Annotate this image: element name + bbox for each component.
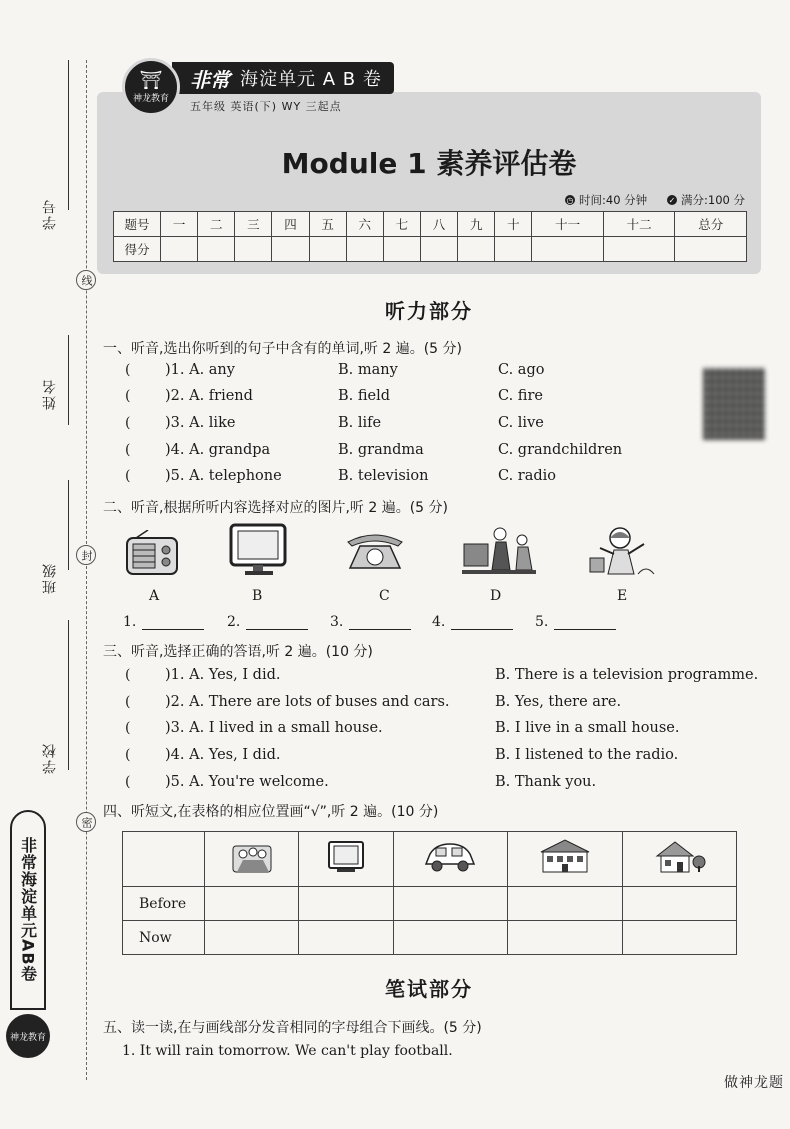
brand-banner	[172, 62, 394, 94]
score-input-cell[interactable]	[161, 237, 198, 262]
name-label: 姓名	[42, 378, 58, 410]
pic-label-b: B	[252, 588, 263, 604]
blank-underline	[554, 616, 616, 630]
option-b: B. life	[338, 415, 382, 431]
score-input-cell[interactable]	[198, 237, 235, 262]
family-photo-icon	[229, 838, 275, 876]
option-b: B. field	[338, 388, 391, 404]
q5-item-1: 1. It will rain tomorrow. We can't play football.	[122, 1043, 453, 1059]
logo	[122, 58, 180, 116]
option-b: B. television	[338, 468, 429, 484]
answer-blank[interactable]: (	[125, 362, 131, 378]
option-a: )1. A. any	[165, 362, 235, 378]
writing-title: 笔试部分	[385, 977, 473, 1001]
score-input-cell[interactable]	[235, 237, 272, 262]
score-head-cell: 三	[235, 212, 272, 237]
option-a: )2. A. friend	[165, 388, 253, 404]
q5-prompt: 五、读一读,在与画线部分发音相同的字母组合下画线。(5 分)	[103, 1020, 482, 1036]
score-head-cell: 六	[346, 212, 383, 237]
option-c: C. live	[498, 415, 544, 431]
family-scene-icon	[460, 520, 538, 578]
blank-underline	[349, 616, 411, 630]
check-cell[interactable]	[622, 887, 736, 921]
score-head-cell: 题号	[114, 212, 161, 237]
check-cell[interactable]	[508, 887, 622, 921]
option-b: B. I live in a small house.	[495, 720, 680, 736]
option-b: B. Thank you.	[495, 774, 597, 790]
answer-blank-3[interactable]	[330, 614, 411, 630]
check-cell[interactable]	[393, 887, 507, 921]
score-input-cell[interactable]	[458, 237, 495, 262]
check-cell[interactable]	[508, 921, 622, 955]
blank-underline	[451, 616, 513, 630]
q4-pic-cell	[622, 832, 736, 887]
answer-blank[interactable]: (	[125, 667, 131, 683]
children-playing-icon	[586, 524, 658, 580]
answer-blank-5[interactable]	[535, 614, 616, 630]
school-label: 学校	[42, 742, 58, 774]
score-head-cell: 一	[161, 212, 198, 237]
check-cell[interactable]	[622, 921, 736, 955]
blank-number: 1.	[123, 614, 137, 630]
pic-label-c: C	[379, 588, 390, 604]
score-input-cell[interactable]	[675, 237, 747, 262]
check-cell[interactable]	[299, 921, 393, 955]
student-id-label: 学号	[42, 198, 58, 230]
class-line[interactable]	[68, 480, 69, 570]
score-head-cell: 十	[495, 212, 532, 237]
score-head-cell: 十一	[532, 212, 604, 237]
q4-table	[122, 831, 737, 955]
logo-text: 神龙教育	[132, 93, 169, 104]
radio-icon	[124, 530, 180, 578]
answer-blank[interactable]: (	[125, 442, 131, 458]
brand-sub: 五年级 英语(下) WY 三起点	[190, 100, 342, 113]
clock-icon: ◷	[566, 195, 574, 205]
q4-row-now	[123, 921, 737, 955]
answer-blank[interactable]: (	[125, 774, 131, 790]
blank-number: 2.	[227, 614, 241, 630]
blank-number: 3.	[330, 614, 344, 630]
score-head-cell: 四	[272, 212, 309, 237]
option-b: B. I listened to the radio.	[495, 747, 679, 763]
q4-row-label: Now	[123, 921, 205, 955]
score-head-cell: 八	[420, 212, 457, 237]
student-id-line[interactable]	[68, 60, 69, 210]
side-brand-badge: 神龙教育	[6, 1014, 50, 1058]
answer-blank-1[interactable]	[123, 614, 204, 630]
score-input-cell[interactable]	[309, 237, 346, 262]
check-cell[interactable]	[393, 921, 507, 955]
option-a: )5. A. telephone	[165, 468, 282, 484]
option-c: C. fire	[498, 388, 543, 404]
answer-blank[interactable]: (	[125, 415, 131, 431]
q3-prompt: 三、听音,选择正确的答语,听 2 遍。(10 分)	[103, 644, 373, 660]
q1-prompt: 一、听音,选出你听到的句子中含有的单词,听 2 遍。(5 分)	[103, 341, 462, 357]
score-value-row	[114, 237, 747, 262]
school-line[interactable]	[68, 620, 69, 770]
side-brand-tab: 非常海淀单元AB卷	[10, 810, 46, 1010]
q4-pic-cell	[508, 832, 622, 887]
q4-prompt: 四、听短文,在表格的相应位置画“√”,听 2 遍。(10 分)	[103, 804, 439, 820]
option-a: )3. A. I lived in a small house.	[165, 720, 383, 736]
pic-label-e: E	[617, 588, 628, 604]
brand	[122, 58, 394, 116]
score-info	[667, 192, 745, 208]
seal-feng: 封	[76, 545, 96, 565]
television-icon	[227, 522, 291, 578]
brand-script: 非常	[190, 67, 230, 92]
time-text: 时间:40 分钟	[579, 193, 648, 207]
score-header-row	[114, 212, 747, 237]
answer-blank[interactable]: (	[125, 694, 131, 710]
gate-icon: ⛩	[139, 69, 163, 91]
score-head-cell: 总分	[675, 212, 747, 237]
q4-row-label: Before	[123, 887, 205, 921]
q4-row-before	[123, 887, 737, 921]
brand-block	[172, 62, 394, 114]
footer-mark: 做神龙题	[724, 1075, 784, 1091]
q4-corner-cell	[123, 832, 205, 887]
option-b: B. grandma	[338, 442, 424, 458]
option-b: B. There is a television programme.	[495, 667, 759, 683]
check-cell[interactable]	[299, 887, 393, 921]
seal-mi: 密	[76, 812, 96, 832]
seal-xian: 线	[76, 270, 96, 290]
q2-prompt: 二、听音,根据所听内容选择对应的图片,听 2 遍。(5 分)	[103, 500, 448, 516]
score-head-cell: 九	[458, 212, 495, 237]
cut-line	[86, 60, 87, 1080]
option-a: )2. A. There are lots of buses and cars.	[165, 694, 450, 710]
answer-blank[interactable]: (	[125, 468, 131, 484]
score-input-cell[interactable]	[420, 237, 457, 262]
full-score-text: 满分:100 分	[681, 193, 745, 207]
telephone-icon	[342, 528, 408, 576]
blank-number: 5.	[535, 614, 549, 630]
score-table	[113, 211, 747, 262]
answer-blank[interactable]: (	[125, 388, 131, 404]
score-input-cell[interactable]	[346, 237, 383, 262]
car-icon	[422, 838, 478, 876]
small-house-icon	[651, 838, 707, 876]
brand-name: 海淀单元 A B 卷	[240, 69, 382, 90]
option-c: C. ago	[498, 362, 545, 378]
answer-blank-2[interactable]	[227, 614, 308, 630]
qr-code[interactable]	[703, 368, 765, 440]
pic-label-d: D	[490, 588, 502, 604]
blank-underline	[142, 616, 204, 630]
score-input-cell[interactable]	[272, 237, 309, 262]
option-b: B. many	[338, 362, 398, 378]
pic-label-a: A	[149, 588, 160, 604]
score-head-cell: 二	[198, 212, 235, 237]
score-head-cell: 七	[383, 212, 420, 237]
name-line[interactable]	[68, 335, 69, 425]
side-brand	[4, 810, 52, 1060]
score-head-cell: 十二	[603, 212, 675, 237]
option-a: )5. A. You're welcome.	[165, 774, 329, 790]
option-c: C. radio	[498, 468, 557, 484]
q4-pic-cell	[299, 832, 393, 887]
option-c: C. grandchildren	[498, 442, 623, 458]
option-a: )1. A. Yes, I did.	[165, 667, 281, 683]
option-b: B. Yes, there are.	[495, 694, 622, 710]
blank-number: 4.	[432, 614, 446, 630]
score-input-cell[interactable]	[495, 237, 532, 262]
blank-underline	[246, 616, 308, 630]
listening-title: 听力部分	[385, 299, 473, 323]
score-row-label: 得分	[114, 237, 161, 262]
option-a: )4. A. grandpa	[165, 442, 271, 458]
q4-pic-cell	[205, 832, 299, 887]
score-head-cell: 五	[309, 212, 346, 237]
option-a: )3. A. like	[165, 415, 236, 431]
score-input-cell[interactable]	[383, 237, 420, 262]
time-info	[565, 192, 647, 208]
option-a: )4. A. Yes, I did.	[165, 747, 281, 763]
tv-icon	[323, 838, 369, 876]
q4-header-row	[123, 832, 737, 887]
answer-blank-4[interactable]	[432, 614, 513, 630]
score-input-cell[interactable]	[532, 237, 604, 262]
score-input-cell[interactable]	[603, 237, 675, 262]
answer-blank[interactable]: (	[125, 747, 131, 763]
q4-pic-cell	[393, 832, 507, 887]
check-cell[interactable]	[205, 921, 299, 955]
check-icon: ✓	[668, 195, 676, 205]
answer-blank[interactable]: (	[125, 720, 131, 736]
class-label: 班级	[42, 562, 58, 594]
exam-title: Module 1 素养评估卷	[281, 147, 577, 180]
check-cell[interactable]	[205, 887, 299, 921]
big-house-icon	[537, 838, 593, 876]
